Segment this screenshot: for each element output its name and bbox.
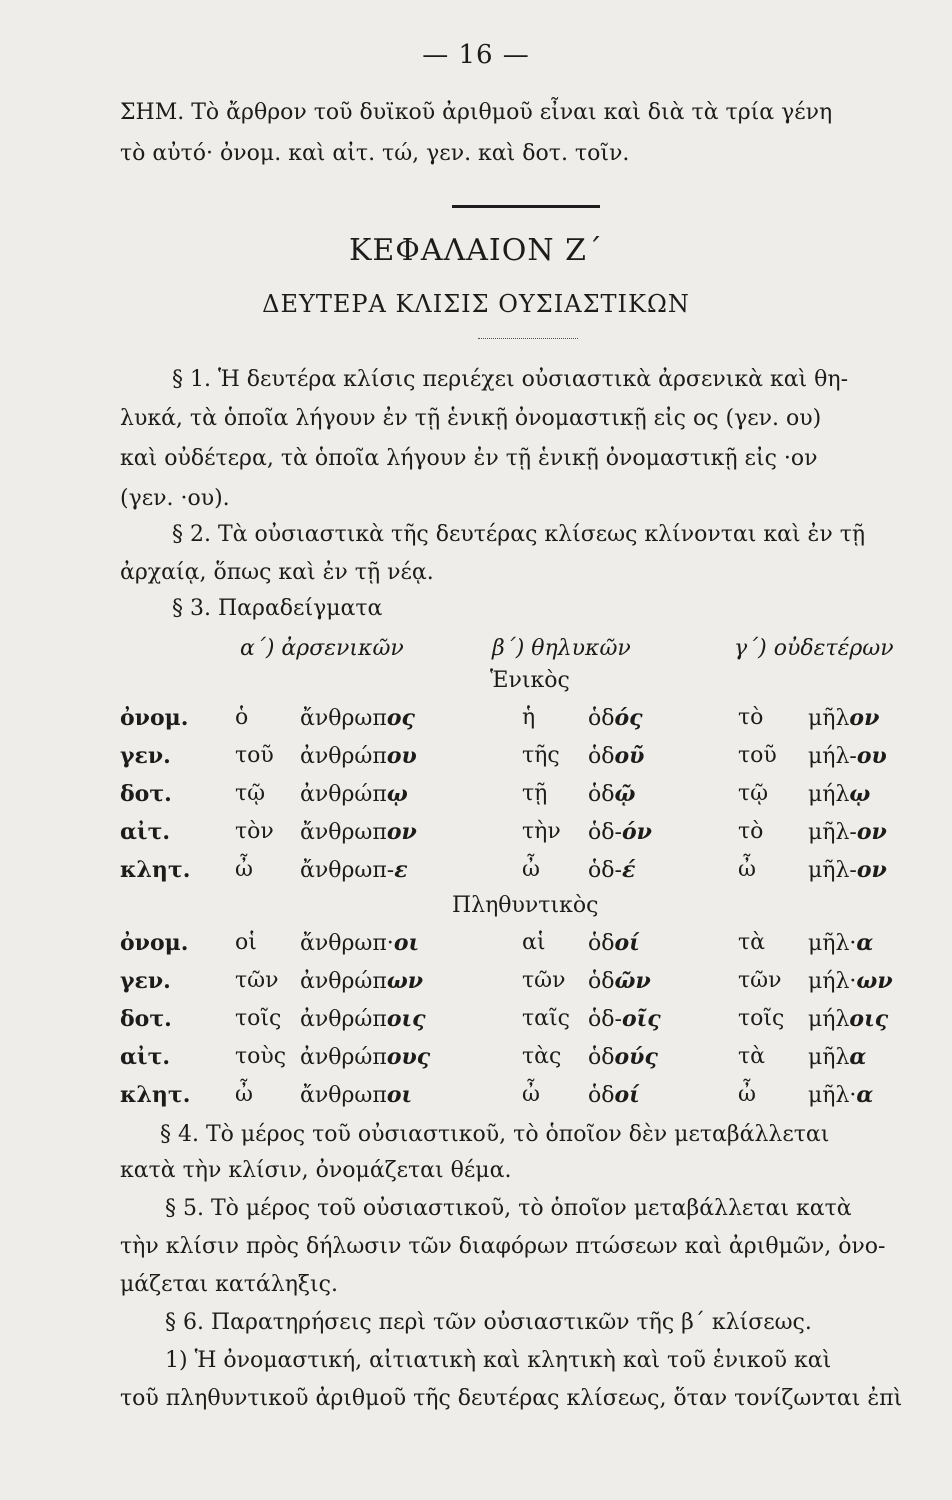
section-5-line-3: μάζεται κατάληξις. (120, 1272, 338, 1297)
neut-article-text: τοῖς (738, 1006, 785, 1031)
plural-row-fem-form (588, 1044, 658, 1070)
plural-row-neut-article (738, 1006, 784, 1031)
page-number: — 16 — (422, 40, 530, 70)
singular-row-neut-article (738, 819, 763, 844)
masc-article-text: τοῖς (235, 1006, 282, 1031)
masc-article-text: τὸν (235, 819, 274, 844)
masc-form-ending: ον (386, 819, 417, 845)
neut-article-text: τῶν (738, 968, 782, 993)
masc-form-text: ἄνθρωπ (300, 1083, 387, 1108)
singular-row-masc-article (235, 819, 274, 844)
fem-article-text: τῇ (522, 781, 548, 806)
fem-article-text: τὰς (522, 1044, 562, 1069)
case-label-text: ὀνομ. (120, 705, 189, 731)
singular-row-case-label (120, 819, 170, 845)
section-6-heading: § 6. Παρατηρήσεις περὶ τῶν οὐσιαστικῶν τῆς β΄ κλίσεως. (165, 1310, 812, 1335)
neut-form-text: μῆλ- (808, 820, 857, 845)
singular-row-case-label (120, 857, 190, 883)
section-4-line-1: § 4. Τὸ μέρος τοῦ οὐσιαστικοῦ, τὸ ὁποῖον δὲν μεταβάλλεται (160, 1122, 830, 1147)
plural-row-neut-form (808, 1044, 866, 1070)
singular-row-case-label (120, 743, 171, 769)
section-5-line-1: § 5. Τὸ μέρος τοῦ οὐσιαστικοῦ, τὸ ὁποῖον μεταβάλλεται κατὰ (165, 1196, 852, 1221)
plural-row-masc-article (235, 1082, 253, 1107)
singular-row-neut-form (808, 705, 879, 731)
section-1-line-1: § 1. Ἡ δευτέρα κλίσις περιέχει οὐσιαστικὰ ἀρσενικὰ καὶ θη- (172, 367, 849, 392)
neut-form-text: μῆλ (808, 1045, 850, 1070)
neut-form-text: μῆλ· (808, 1083, 857, 1108)
fem-form-ending: όν (621, 819, 652, 845)
case-label-text: ὀνομ. (120, 930, 189, 956)
fem-article-text: αἱ (522, 930, 546, 955)
section-6-1-line-2: τοῦ πληθυντικοῦ ἀριθμοῦ τῆς δευτέρας κλίσεως, ὅταν τονίζωνται ἐπὶ (120, 1386, 903, 1411)
singular-row-neut-form (808, 781, 870, 807)
plural-row-fem-form (588, 930, 640, 956)
chapter-rule (452, 205, 600, 208)
singular-row-masc-form (300, 781, 408, 807)
fem-form-text: ὁδ- (588, 858, 622, 883)
fem-form-text: ὁδ (588, 1045, 615, 1070)
masc-article-text: τοὺς (235, 1044, 287, 1069)
neut-form-text: μῆλ· (808, 931, 857, 956)
neut-article-text: τοῦ (738, 743, 777, 768)
plural-row-neut-form (808, 930, 873, 956)
masc-article-text: τῶν (235, 968, 279, 993)
neut-form-text: μήλ (808, 1007, 850, 1032)
section-2-line-2: ἀρχαίᾳ, ὅπως καὶ ἐν τῇ νέᾳ. (120, 560, 434, 585)
case-label-text: κλητ. (120, 857, 191, 883)
fem-form-text: ὁδ (588, 706, 615, 731)
singular-row-fem-article (522, 819, 561, 844)
masc-form-ending: ου (386, 743, 417, 769)
plural-row-fem-article (522, 1006, 570, 1031)
fem-article-text: ταῖς (522, 1006, 570, 1031)
neut-form-ending: ῳ (849, 781, 871, 807)
masc-form-text: ἄνθρωπ- (300, 858, 395, 883)
fem-form-ending: ῷ (614, 781, 636, 807)
plural-row-neut-form (808, 1082, 873, 1108)
case-label-text: δοτ. (120, 781, 172, 807)
plural-row-masc-article (235, 968, 278, 993)
plural-row-neut-article (738, 968, 781, 993)
neut-form-ending: ον (849, 705, 880, 731)
singular-row-masc-article (235, 781, 265, 806)
neut-article-text: τὰ (738, 1044, 766, 1069)
singular-row-masc-form (300, 705, 415, 731)
neut-form-ending: ου (856, 743, 887, 769)
section-1-line-2: λυκά, τὰ ὁποῖα λήγουν ἐν τῇ ἑνικῇ ὀνομαστικῇ εἰς ος (γεν. ου) (120, 406, 822, 431)
fem-form-text: ὁδ (588, 1083, 615, 1108)
masc-form-text: ἀνθρώπ (300, 782, 387, 807)
plural-row-neut-form (808, 968, 893, 994)
fem-form-text: ὁδ (588, 744, 615, 769)
neut-form-ending: α (849, 1044, 867, 1070)
plural-row-case-label (120, 1006, 172, 1032)
singular-row-fem-article (522, 857, 540, 882)
chapter-subtitle: ΔΕΥΤΕΡΑ ΚΛΙΣΙΣ ΟΥΣΙΑΣΤΙΚΩΝ (262, 290, 690, 318)
neut-form-ending: α (856, 1082, 874, 1108)
case-label-text: κλητ. (120, 1082, 191, 1108)
singular-row-fem-article (522, 781, 547, 806)
neut-form-text: μῆλ (808, 706, 850, 731)
fem-form-ending: οί (614, 930, 640, 956)
fem-form-text: ὁδ (588, 931, 615, 956)
header-masculine: α΄) ἀρσενικῶν (240, 636, 404, 661)
singular-row-neut-article (738, 781, 768, 806)
singular-label: Ἑνικὸς (490, 668, 570, 693)
masc-article-text: ὦ (235, 1082, 253, 1107)
singular-row-masc-article (235, 857, 253, 882)
neut-form-ending: ον (856, 819, 887, 845)
plural-row-masc-form (300, 968, 423, 994)
masc-form-ending: ους (386, 1044, 431, 1070)
singular-row-case-label (120, 781, 172, 807)
plural-row-neut-form (808, 1006, 888, 1032)
neut-form-ending: οις (849, 1006, 889, 1032)
neut-form-ending: ων (856, 968, 893, 994)
section-5-line-2: τὴν κλίσιν πρὸς δήλωσιν τῶν διαφόρων πτώσεων καὶ ἀριθμῶν, ὀνο- (120, 1234, 886, 1259)
section-1-line-3: καὶ οὐδέτερα, τὰ ὁποῖα λήγουν ἐν τῇ ἑνικῇ ὀνομαστικῇ εἰς ·ον (120, 446, 818, 471)
fem-form-text: ὁδ- (588, 820, 622, 845)
singular-row-fem-form (588, 781, 635, 807)
fem-form-ending: οί (614, 1082, 640, 1108)
singular-row-fem-form (588, 743, 644, 769)
dotted-rule (478, 338, 578, 339)
singular-row-masc-form (300, 743, 417, 769)
fem-article-text: ὦ (522, 1082, 540, 1107)
plural-row-case-label (120, 968, 171, 994)
plural-row-neut-article (738, 930, 765, 955)
neut-form-ending: ον (856, 857, 887, 883)
neut-form-text: μήλ (808, 782, 850, 807)
singular-row-neut-article (738, 705, 763, 730)
masc-form-ending: οι (386, 1082, 413, 1108)
masc-form-text: ἄνθρωπ (300, 706, 387, 731)
masc-form-text: ἄνθρωπ (300, 820, 387, 845)
section-2-line-1: § 2. Τὰ οὐσιαστικὰ τῆς δευτέρας κλίσεως κλίνονται καὶ ἐν τῇ (172, 522, 866, 547)
masc-form-ending: ῳ (386, 781, 408, 807)
neut-form-text: μήλ- (808, 744, 857, 769)
neut-article-text: τὸ (738, 819, 764, 844)
singular-row-fem-article (522, 743, 560, 768)
plural-row-fem-form (588, 968, 651, 994)
masc-form-ending: ος (386, 705, 415, 731)
fem-form-ending: έ (621, 857, 636, 883)
singular-row-neut-form (808, 857, 887, 883)
plural-row-fem-article (522, 930, 545, 955)
neut-form-text: μῆλ- (808, 858, 857, 883)
plural-row-masc-article (235, 1006, 281, 1031)
plural-row-neut-article (738, 1044, 765, 1069)
masc-article-text: οἱ (235, 930, 257, 955)
masc-form-text: ἀνθρώπ (300, 1007, 387, 1032)
masc-form-text: ἀνθρώπ (300, 969, 387, 994)
case-label-text: αἰτ. (120, 1044, 171, 1070)
note-line-2: τὸ αὐτό· ὀνομ. καὶ αἰτ. τώ, γεν. καὶ δοτ. τοῖν. (120, 141, 630, 166)
fem-article-text: ὦ (522, 857, 540, 882)
masc-form-ending: οις (386, 1006, 426, 1032)
plural-row-masc-form (300, 930, 419, 956)
plural-row-masc-article (235, 1044, 286, 1069)
masc-form-ending: ων (386, 968, 424, 994)
masc-form-text: ἀνθρώπ (300, 744, 387, 769)
masc-article-text: ὁ (235, 705, 249, 730)
plural-row-fem-article (522, 968, 565, 993)
case-label-text: γεν. (120, 968, 171, 994)
fem-form-text: ὁδ (588, 969, 615, 994)
note-line-1: ΣΗΜ. Τὸ ἄρθρον τοῦ δυϊκοῦ ἀριθμοῦ εἶναι καὶ διὰ τὰ τρία γένη (120, 100, 833, 125)
section-3-heading: § 3. Παραδείγματα (172, 596, 383, 621)
section-4-line-2: κατὰ τὴν κλίσιν, ὀνομάζεται θέμα. (120, 1158, 512, 1183)
plural-row-fem-article (522, 1082, 540, 1107)
plural-row-fem-article (522, 1044, 561, 1069)
fem-article-text: τῶν (522, 968, 566, 993)
plural-row-fem-form (588, 1006, 661, 1032)
singular-row-neut-form (808, 743, 887, 769)
fem-article-text: τὴν (522, 819, 561, 844)
singular-row-fem-form (588, 819, 652, 845)
section-6-1-line-1: 1) Ἡ ὀνομαστική, αἰτιατικὴ καὶ κλητικὴ καὶ τοῦ ἑνικοῦ καὶ (165, 1348, 832, 1373)
plural-row-masc-article (235, 930, 257, 955)
neut-article-text: τὸ (738, 705, 764, 730)
fem-form-text: ὁδ- (588, 1007, 622, 1032)
plural-row-masc-form (300, 1044, 430, 1070)
masc-form-ending: οι (393, 930, 420, 956)
case-label-text: δοτ. (120, 1006, 172, 1032)
masc-form-ending: ε (394, 857, 408, 883)
section-1-line-4: (γεν. ·ου). (120, 486, 230, 511)
plural-row-case-label (120, 1044, 170, 1070)
fem-form-ending: ός (614, 705, 643, 731)
neut-article-text: τῷ (738, 781, 769, 806)
case-label-text: γεν. (120, 743, 171, 769)
plural-row-masc-form (300, 1006, 426, 1032)
singular-row-masc-form (300, 857, 408, 883)
fem-form-text: ὁδ (588, 782, 615, 807)
neut-article-text: ὦ (738, 857, 756, 882)
fem-form-ending: οῦ (614, 743, 645, 769)
masc-form-text: ἀνθρώπ (300, 1045, 387, 1070)
plural-label: Πληθυντικὸς (452, 893, 599, 918)
singular-row-masc-form (300, 819, 417, 845)
masc-article-text: ὦ (235, 857, 253, 882)
singular-row-case-label (120, 705, 188, 731)
neut-article-text: τὰ (738, 930, 766, 955)
plural-row-case-label (120, 1082, 190, 1108)
masc-article-text: τοῦ (235, 743, 274, 768)
plural-row-neut-article (738, 1082, 756, 1107)
singular-row-fem-form (588, 857, 635, 883)
header-feminine: β΄) θηλυκῶν (492, 636, 631, 661)
singular-row-masc-article (235, 705, 248, 730)
case-label-text: αἰτ. (120, 819, 171, 845)
singular-row-neut-article (738, 743, 777, 768)
singular-row-fem-form (588, 705, 643, 731)
fem-form-ending: ούς (614, 1044, 658, 1070)
header-neuter: γ΄) οὐδετέρων (734, 636, 894, 661)
singular-row-masc-article (235, 743, 274, 768)
neut-article-text: ὦ (738, 1082, 756, 1107)
singular-row-neut-form (808, 819, 887, 845)
fem-article-text: τῆς (522, 743, 560, 768)
singular-row-neut-article (738, 857, 756, 882)
neut-form-ending: α (856, 930, 874, 956)
plural-row-case-label (120, 930, 188, 956)
masc-article-text: τῷ (235, 781, 266, 806)
fem-form-ending: οῖς (621, 1006, 661, 1032)
plural-row-masc-form (300, 1082, 412, 1108)
chapter-title: ΚΕΦΑΛΑΙΟΝ Ζ΄ (349, 233, 603, 268)
neut-form-text: μήλ· (808, 969, 857, 994)
plural-row-fem-form (588, 1082, 640, 1108)
singular-row-fem-article (522, 705, 535, 730)
fem-form-ending: ῶν (614, 968, 651, 994)
fem-article-text: ἡ (522, 705, 536, 730)
masc-form-text: ἄνθρωπ· (300, 931, 394, 956)
